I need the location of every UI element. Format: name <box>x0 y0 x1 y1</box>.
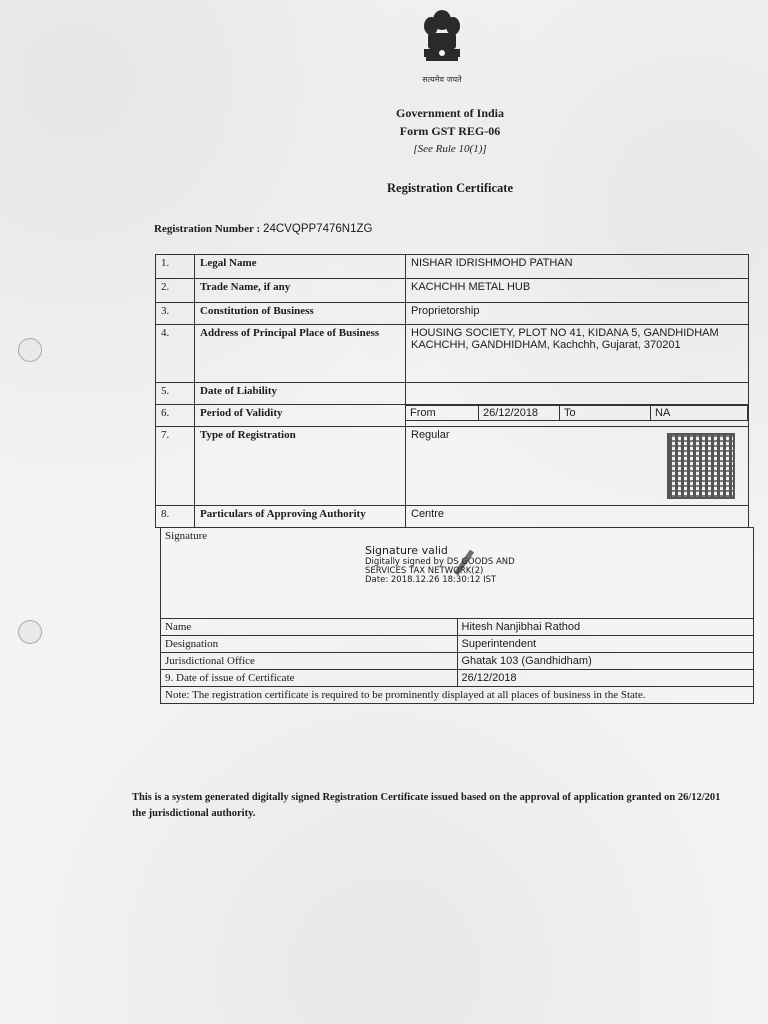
issue-date-label: 9. Date of issue of Certificate <box>161 670 458 687</box>
signature-row <box>161 528 754 619</box>
table-row <box>156 383 749 405</box>
table-row <box>161 670 754 687</box>
table-row <box>156 427 749 506</box>
footer-line: This is a system generated digitally signed Registration Certificate issued based on the approval of application granted on 26/12/201 <box>132 792 721 803</box>
row-label: Trade Name, if any <box>195 279 406 303</box>
row-label: Particulars of Approving Authority <box>195 506 406 528</box>
signature-cell <box>161 528 754 619</box>
trade-name-value: KACHCHH METAL HUB <box>406 279 749 303</box>
emblem-motto: सत्यमेव जयते <box>422 75 462 84</box>
certificate-title: Registration Certificate <box>387 181 513 195</box>
punch-hole <box>18 620 42 644</box>
row-label: Date of Liability <box>195 383 406 405</box>
row-label: Period of Validity <box>195 405 406 427</box>
validity-to-label: To <box>560 406 651 421</box>
row-label: Legal Name <box>195 255 406 279</box>
row-number: 1. <box>156 255 195 279</box>
validity-from-label: From <box>406 406 479 421</box>
table-row <box>156 255 749 279</box>
row-number: 6. <box>156 405 195 427</box>
validity-from-date: 26/12/2018 <box>479 406 560 421</box>
form-heading: Form GST REG-06 <box>399 124 501 138</box>
row-number: 5. <box>156 383 195 405</box>
row-number: 8. <box>156 506 195 528</box>
issue-date-value: 26/12/2018 <box>457 670 754 687</box>
footer-line: the jurisdictional authority. <box>132 808 256 819</box>
qr-code <box>667 433 735 499</box>
row-number: 4. <box>156 325 195 383</box>
table-row <box>161 619 754 636</box>
table-row <box>156 405 749 427</box>
approving-authority-value: Centre <box>406 506 749 528</box>
row-number: 2. <box>156 279 195 303</box>
display-note: Note: The registration certificate is required to be prominently displayed at all places of business in the State. <box>161 687 754 704</box>
note-row <box>161 687 754 704</box>
signature-label: Signature <box>165 530 208 542</box>
digital-signature-details <box>365 558 565 585</box>
row-label: Type of Registration <box>195 427 406 506</box>
officer-name-value: Hitesh Nanjibhai Rathod <box>457 619 754 636</box>
jurisdictional-office-label: Jurisdictional Office <box>161 653 458 670</box>
designation-value: Superintendent <box>457 636 754 653</box>
registration-details-table <box>155 254 749 528</box>
rule-reference: [See Rule 10(1)] <box>413 143 487 155</box>
table-row <box>161 653 754 670</box>
registration-type-cell <box>406 427 749 506</box>
registration-number <box>154 223 372 235</box>
signature-valid-text: Signature valid <box>365 544 448 557</box>
date-of-liability-value <box>406 383 749 405</box>
officer-name-label: Name <box>161 619 458 636</box>
registration-type-value: Regular <box>411 429 450 441</box>
row-label: Constitution of Business <box>195 303 406 325</box>
officer-signature-table <box>160 527 754 704</box>
row-label: Address of Principal Place of Business <box>195 325 406 383</box>
table-row <box>156 325 749 383</box>
punch-hole <box>18 338 42 362</box>
validity-table <box>406 405 748 421</box>
registration-number-value: 24CVQPP7476N1ZG <box>263 223 373 235</box>
table-row <box>156 303 749 325</box>
government-heading: Government of India <box>396 106 504 120</box>
jurisdictional-office-value: Ghatak 103 (Gandhidham) <box>457 653 754 670</box>
national-emblem-icon <box>414 6 470 76</box>
validity-cell <box>406 405 749 427</box>
signature-date: Date: 2018.12.26 18:30:12 IST <box>365 575 497 585</box>
signature-detail-line: Digitally signed by DS GOODS AND <box>365 557 515 567</box>
constitution-value: Proprietorship <box>406 303 749 325</box>
table-row <box>156 506 749 528</box>
designation-label: Designation <box>161 636 458 653</box>
table-row <box>156 279 749 303</box>
table-row <box>161 636 754 653</box>
row-number: 3. <box>156 303 195 325</box>
registration-number-label: Registration Number : <box>154 223 261 235</box>
system-generated-notice <box>132 790 768 822</box>
legal-name-value: NISHAR IDRISHMOHD PATHAN <box>406 255 749 279</box>
signature-detail-line: SERVICES TAX NETWORK(2) <box>365 566 484 576</box>
address-value: HOUSING SOCIETY, PLOT NO 41, KIDANA 5, GANDHIDHAM KACHCHH, GANDHIDHAM, Kachchh, Gujarat, 370201 <box>406 325 749 383</box>
row-number: 7. <box>156 427 195 506</box>
validity-to-value: NA <box>651 406 748 421</box>
